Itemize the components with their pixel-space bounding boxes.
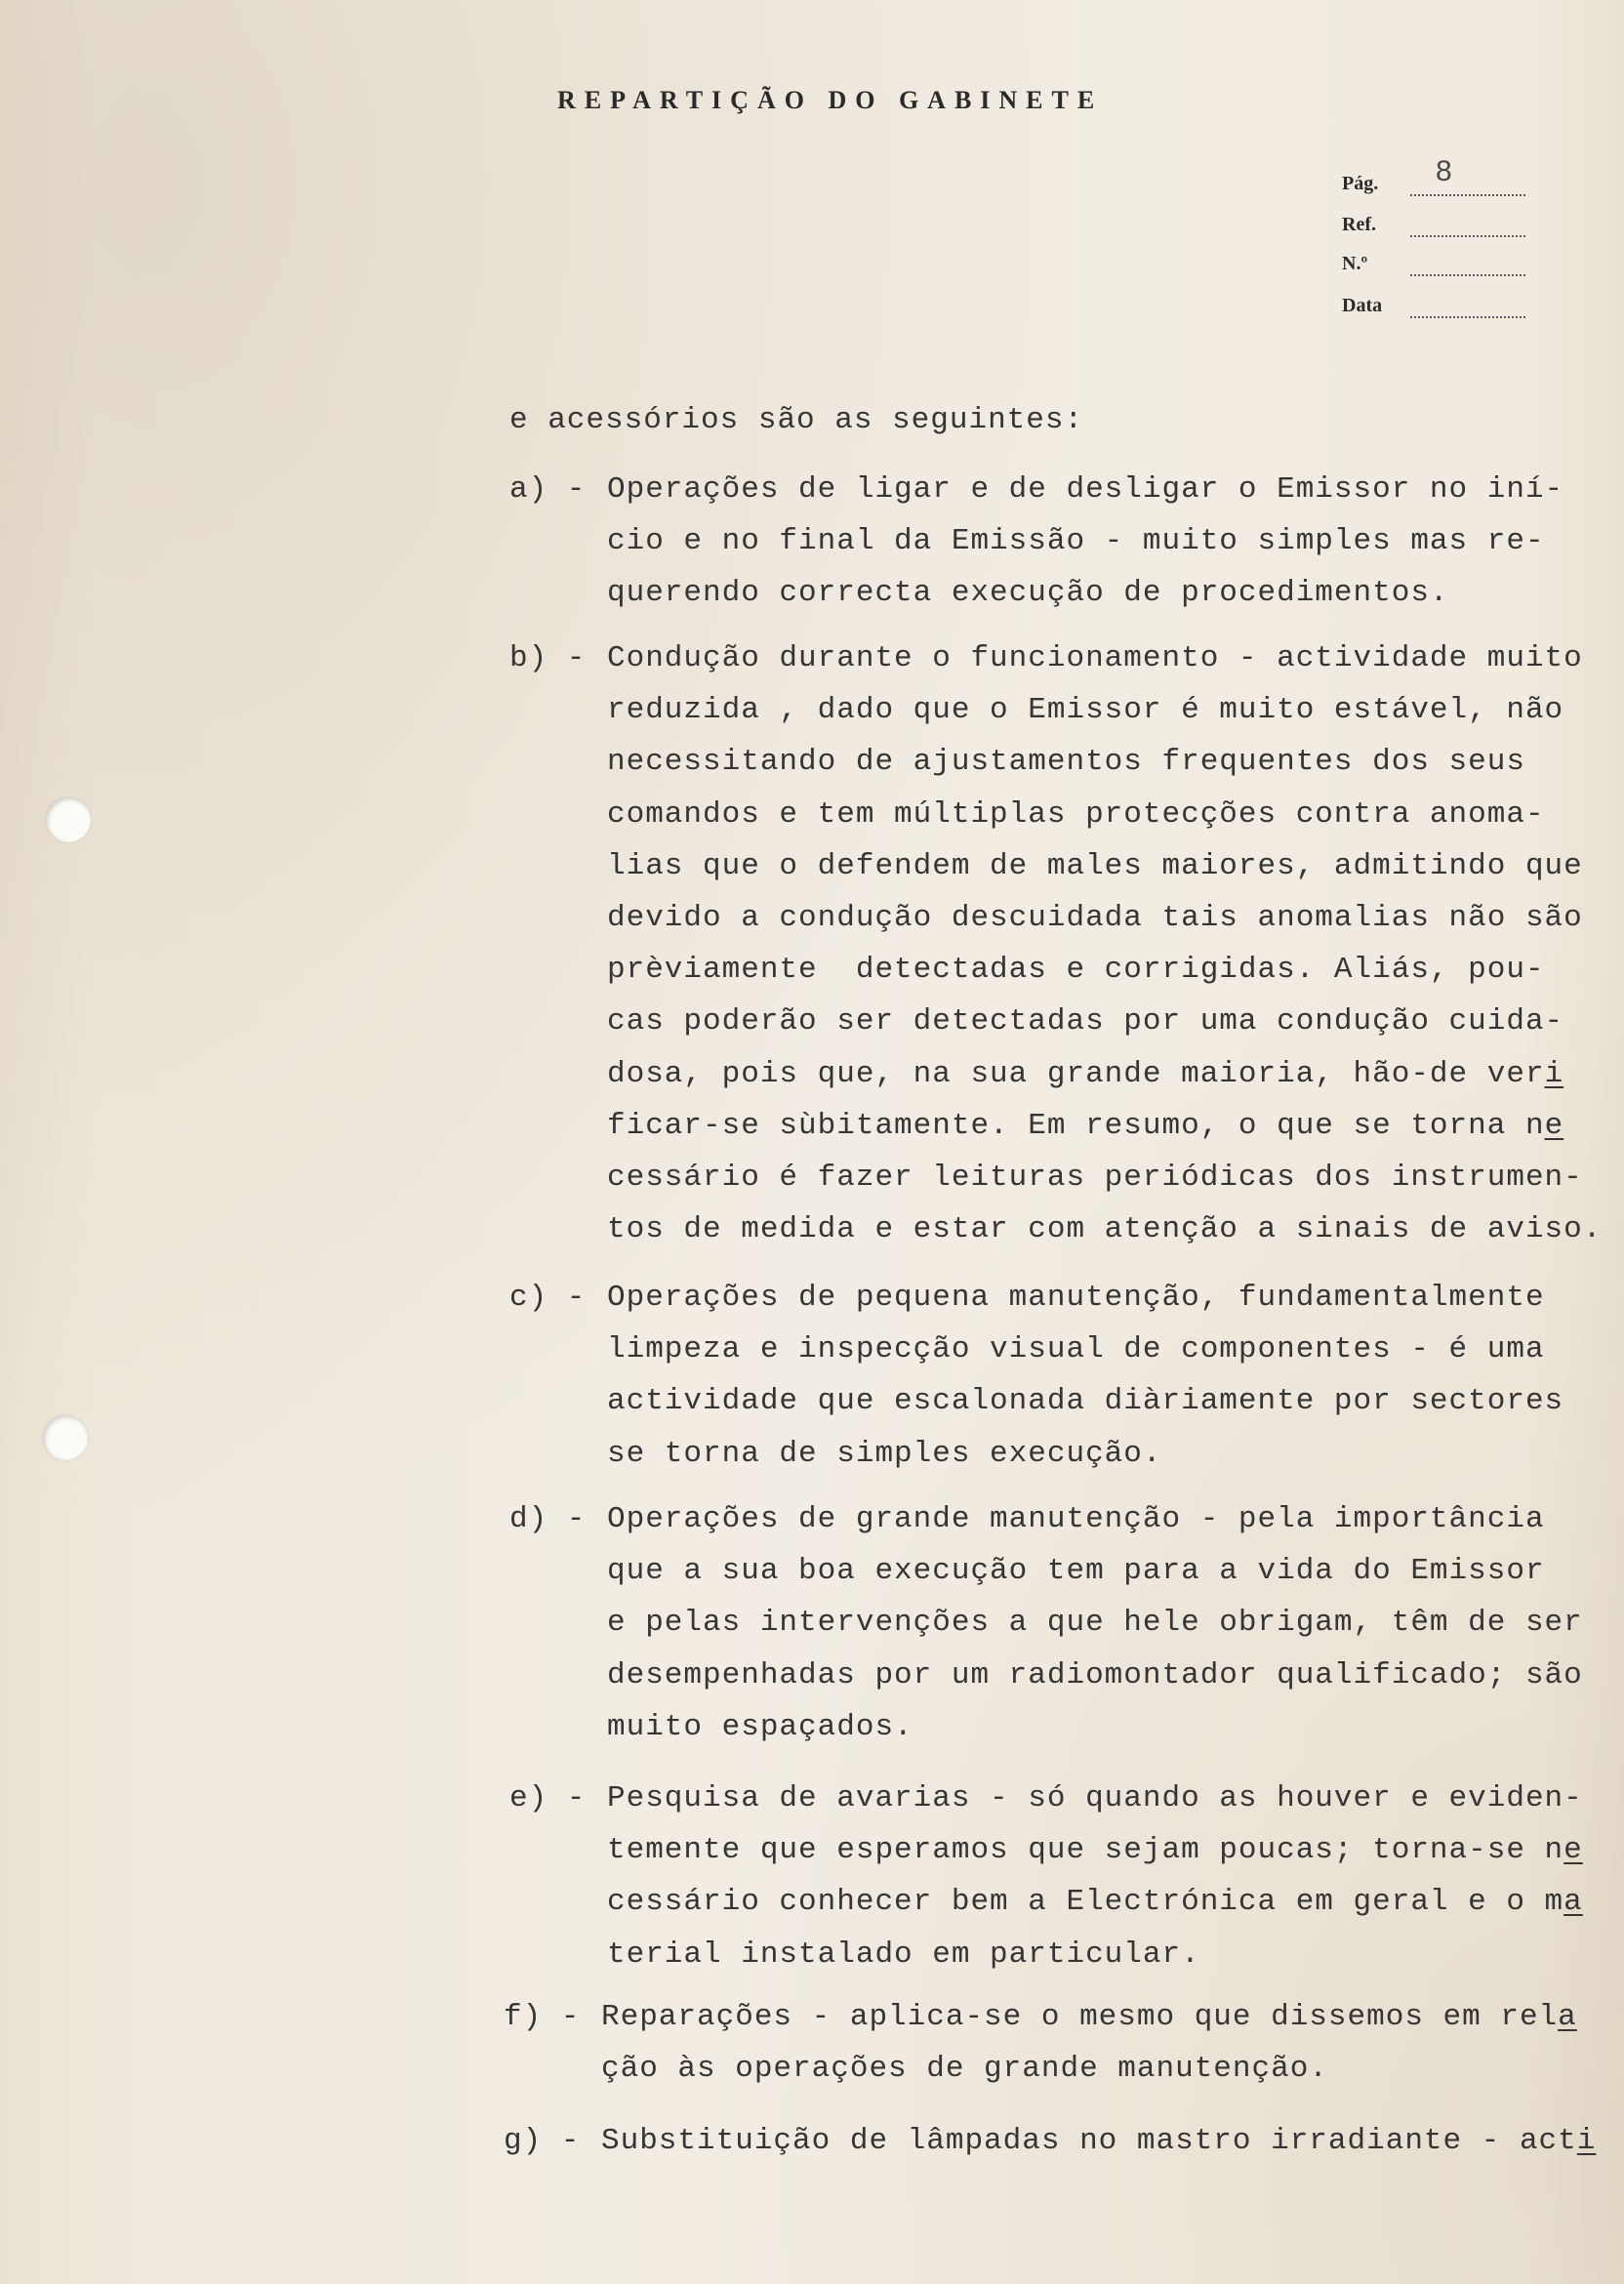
line-text: reduzida , dado que o Emissor é muito estável, não <box>607 693 1564 728</box>
underlined-continuation-char: i <box>1544 1056 1564 1091</box>
line-text: Reparações - aplica-se o mesmo que dissemos em rel <box>601 2000 1559 2034</box>
line-text: prèviamente detectadas e corrigidas. Aliás, pou- <box>607 953 1545 988</box>
text-line <box>607 1100 1602 1152</box>
line-text: necessitando de ajustamentos frequentes dos seus <box>607 745 1525 780</box>
text-line <box>607 1428 1563 1480</box>
line-text: devido a condução descuidada tais anomalias não são <box>607 900 1583 935</box>
reference-field <box>1342 210 1527 245</box>
line-text: muito espaçados. <box>607 1709 914 1744</box>
text-line <box>607 996 1602 1047</box>
line-text: temente que esperamos que sejam poucas; torna-se n <box>607 1833 1564 1868</box>
dotted-line <box>1410 235 1525 237</box>
item-marker: e) - <box>509 1781 587 1815</box>
item-text <box>607 1272 1563 1480</box>
text-line <box>607 789 1602 840</box>
text-line <box>607 840 1602 892</box>
item-text <box>607 1493 1583 1753</box>
letterhead-title: REPARTIÇÃO DO GABINETE <box>557 86 1104 114</box>
item-marker: a) - <box>509 472 587 507</box>
text-line <box>607 1152 1602 1203</box>
line-text: e pelas intervenções a que hele obrigam, têm de ser <box>607 1606 1583 1641</box>
line-text: Operações de ligar e de desligar o Emissor no iní- <box>607 472 1564 507</box>
line-text: comandos e tem múltiplas protecções contra anoma- <box>607 796 1545 832</box>
text-line <box>601 1991 1577 2043</box>
line-text: ficar-se sùbitamente. Em resumo, o que se torna n <box>607 1108 1545 1143</box>
text-line <box>607 1876 1583 1928</box>
text-line <box>607 464 1563 515</box>
item-text <box>607 632 1602 1255</box>
item-text <box>601 2115 1596 2167</box>
text-line <box>607 1929 1583 1980</box>
text-line <box>607 1650 1583 1701</box>
text-line <box>607 1597 1583 1649</box>
line-text: Pesquisa de avarias - só quando as houver e eviden- <box>607 1781 1583 1815</box>
dotted-line <box>1410 194 1525 196</box>
text-line <box>607 1824 1583 1876</box>
item-marker: d) - <box>509 1502 587 1536</box>
text-line <box>607 1048 1602 1100</box>
page-number-value: 8 <box>1436 155 1452 187</box>
line-text: Condução durante o funcionamento - actividade muito <box>607 641 1583 675</box>
dotted-line <box>1410 274 1525 276</box>
text-line <box>607 944 1602 996</box>
line-text: se torna de simples execução. <box>607 1436 1162 1471</box>
line-text: Operações de pequena manutenção, fundamentalmente <box>607 1281 1545 1315</box>
text-line <box>607 1272 1563 1324</box>
text-line <box>607 1701 1583 1753</box>
text-line <box>607 1375 1563 1427</box>
text-line <box>607 684 1602 736</box>
text-line <box>607 1493 1583 1545</box>
punch-hole <box>46 797 91 842</box>
intro-line: e acessórios são as seguintes: <box>509 403 1084 437</box>
line-text: lias que o defendem de males maiores, admitindo que <box>607 848 1583 883</box>
punch-hole <box>43 1415 88 1460</box>
line-text: tos de medida e estar com atenção a sinais de aviso. <box>607 1212 1603 1247</box>
line-text: Operações de grande manutenção - pela importância <box>607 1502 1545 1536</box>
item-marker: c) - <box>509 1281 587 1315</box>
number-field <box>1342 249 1527 284</box>
date-label: Data <box>1342 295 1383 316</box>
text-line <box>607 1545 1583 1597</box>
item-marker: g) - <box>504 2124 581 2158</box>
reference-label: Ref. <box>1342 214 1376 235</box>
number-label: N.º <box>1342 253 1368 274</box>
line-text: querendo correcta execução de procedimentos. <box>607 576 1449 611</box>
text-line <box>607 736 1602 788</box>
page-number-label: Pág. <box>1342 173 1379 194</box>
line-text: actividade que escalonada diàriamente por sectores <box>607 1384 1564 1419</box>
text-line <box>607 515 1563 567</box>
line-text: cio e no final da Emissão - muito simples mas re- <box>607 524 1545 559</box>
line-text: cessário é fazer leituras periódicas dos instrumen- <box>607 1160 1583 1195</box>
line-text: ção às operações de grande manutenção. <box>601 2052 1328 2087</box>
line-text: Substituição de lâmpadas no mastro irradiante - act <box>601 2124 1577 2158</box>
text-line <box>607 892 1602 944</box>
item-text <box>607 464 1563 620</box>
line-text: cessário conhecer bem a Electrónica em geral e o m <box>607 1885 1564 1920</box>
page-number-field <box>1342 155 1527 204</box>
date-field <box>1342 291 1527 326</box>
underlined-continuation-char: e <box>1544 1108 1564 1143</box>
text-line <box>607 1324 1563 1375</box>
underlined-continuation-char: a <box>1558 2000 1577 2034</box>
line-text: cas poderão ser detectadas por uma condução cuida- <box>607 1004 1564 1040</box>
line-text: que a sua boa execução tem para a vida do Emissor <box>607 1554 1545 1589</box>
item-marker: b) - <box>509 641 587 675</box>
underlined-continuation-char: a <box>1563 1885 1583 1920</box>
text-line <box>607 567 1563 619</box>
line-text: dosa, pois que, na sua grande maioria, hão-de ver <box>607 1056 1545 1091</box>
line-text: desempenhadas por um radiomontador qualificado; são <box>607 1657 1583 1693</box>
line-text: terial instalado em particular. <box>607 1937 1200 1972</box>
text-line <box>607 1203 1602 1255</box>
item-text <box>601 1991 1577 2095</box>
line-text: limpeza e inspecção visual de componentes - é uma <box>607 1332 1545 1367</box>
dotted-line <box>1410 316 1525 318</box>
text-line <box>607 632 1602 684</box>
text-line <box>601 2115 1596 2167</box>
item-text <box>607 1773 1583 1980</box>
item-marker: f) - <box>504 2000 581 2034</box>
text-line <box>607 1773 1583 1824</box>
underlined-continuation-char: e <box>1563 1833 1583 1868</box>
text-line <box>601 2043 1577 2095</box>
underlined-continuation-char: i <box>1576 2124 1597 2158</box>
